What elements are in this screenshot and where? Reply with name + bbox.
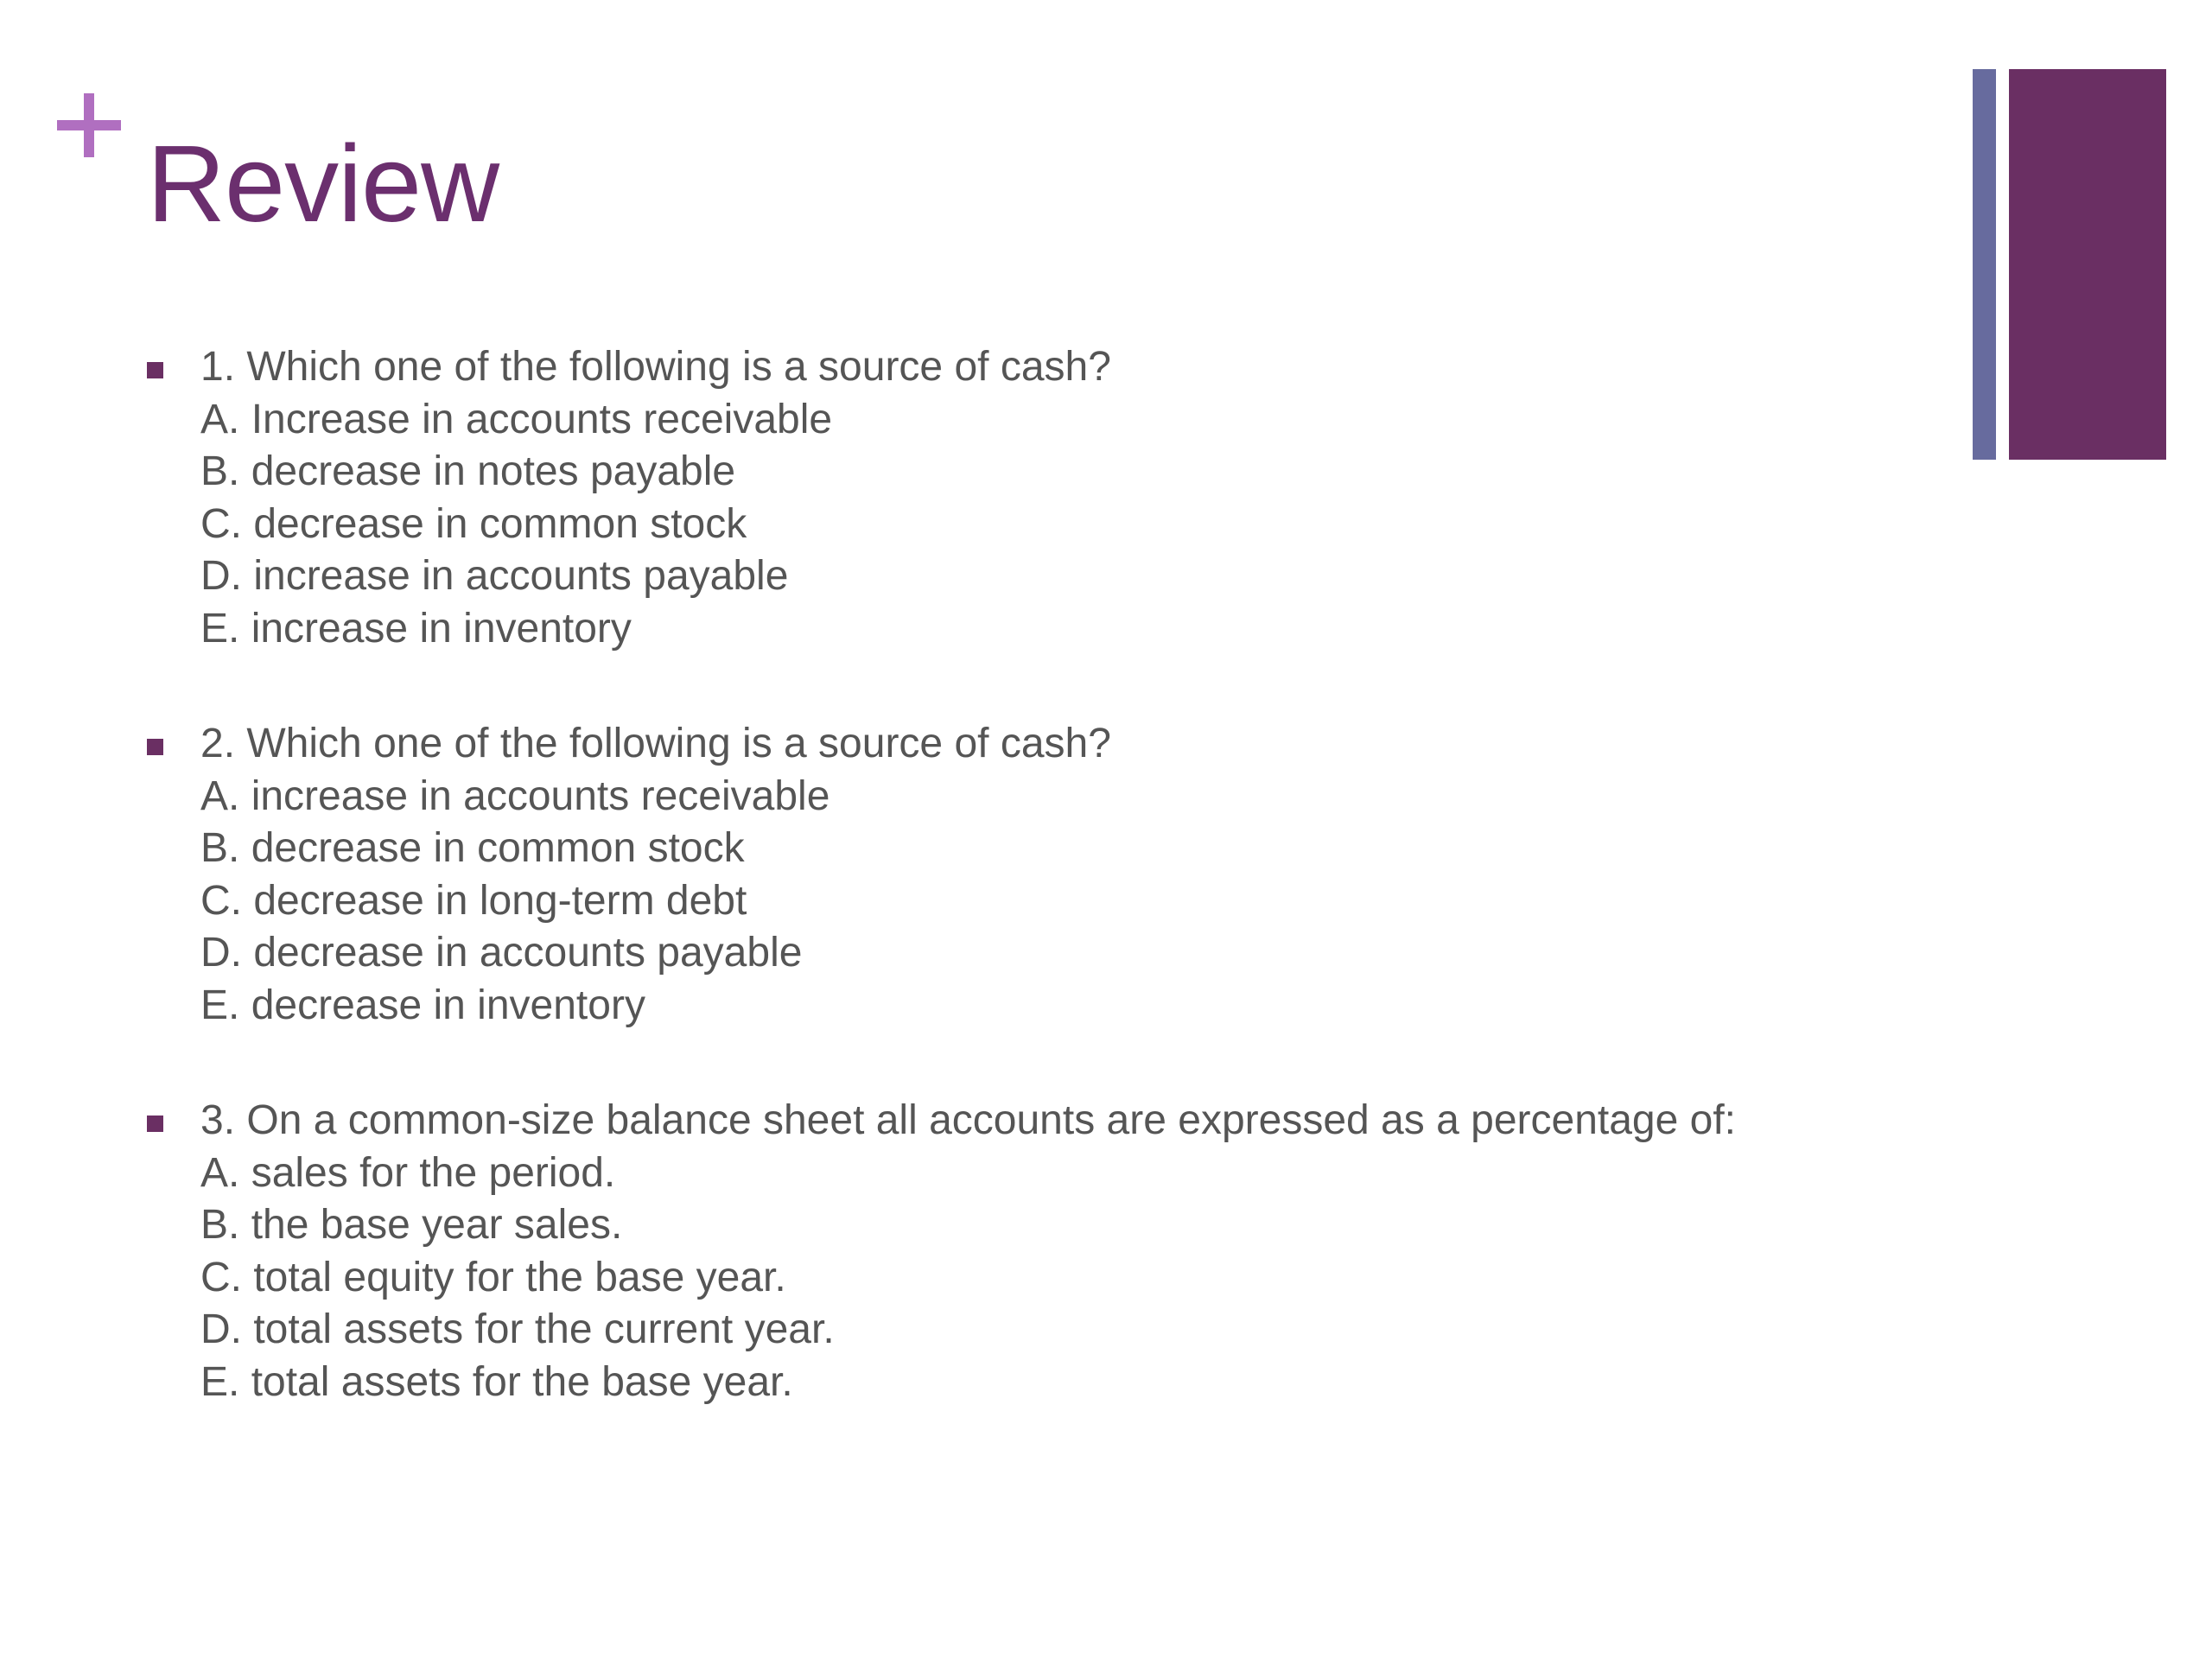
bullet-icon <box>147 362 163 378</box>
answer-option-a: A. increase in accounts receivable <box>200 772 830 819</box>
decorative-bar-thin <box>1973 69 1996 460</box>
answer-option-d: D. increase in accounts payable <box>200 553 789 599</box>
plus-icon <box>57 93 121 157</box>
answer-option-b: B. the base year sales. <box>200 1202 623 1248</box>
answer-option-e: E. decrease in inventory <box>200 982 645 1028</box>
question-stem: 2. Which one of the following is a source of cash? <box>200 721 1111 766</box>
answer-option-c: C. decrease in long-term debt <box>200 877 747 924</box>
plus-icon-vertical <box>84 93 94 157</box>
question-1 <box>147 341 1944 655</box>
answer-option-c: C. decrease in common stock <box>200 500 747 547</box>
decorative-bar-wide <box>2009 69 2166 460</box>
question-list <box>147 341 1944 1471</box>
slide-title: Review <box>147 123 499 245</box>
question-stem: 1. Which one of the following is a source of cash? <box>200 344 1111 390</box>
answer-option-a: A. Increase in accounts receivable <box>200 396 833 442</box>
bullet-icon <box>147 739 163 755</box>
answer-option-a: A. sales for the period. <box>200 1149 616 1196</box>
answer-option-e: E. total assets for the base year. <box>200 1358 793 1405</box>
answer-option-b: B. decrease in notes payable <box>200 448 736 494</box>
answer-option-b: B. decrease in common stock <box>200 825 745 871</box>
bullet-icon <box>147 1116 163 1132</box>
answer-option-d: D. decrease in accounts payable <box>200 930 803 976</box>
question-2 <box>147 718 1944 1032</box>
answer-option-e: E. increase in inventory <box>200 605 632 652</box>
answer-option-d: D. total assets for the current year. <box>200 1306 835 1352</box>
question-stem: 3. On a common-size balance sheet all accounts are expressed as a percentage of: <box>200 1097 1737 1143</box>
answer-option-c: C. total equity for the base year. <box>200 1254 786 1300</box>
question-3 <box>147 1095 1944 1408</box>
